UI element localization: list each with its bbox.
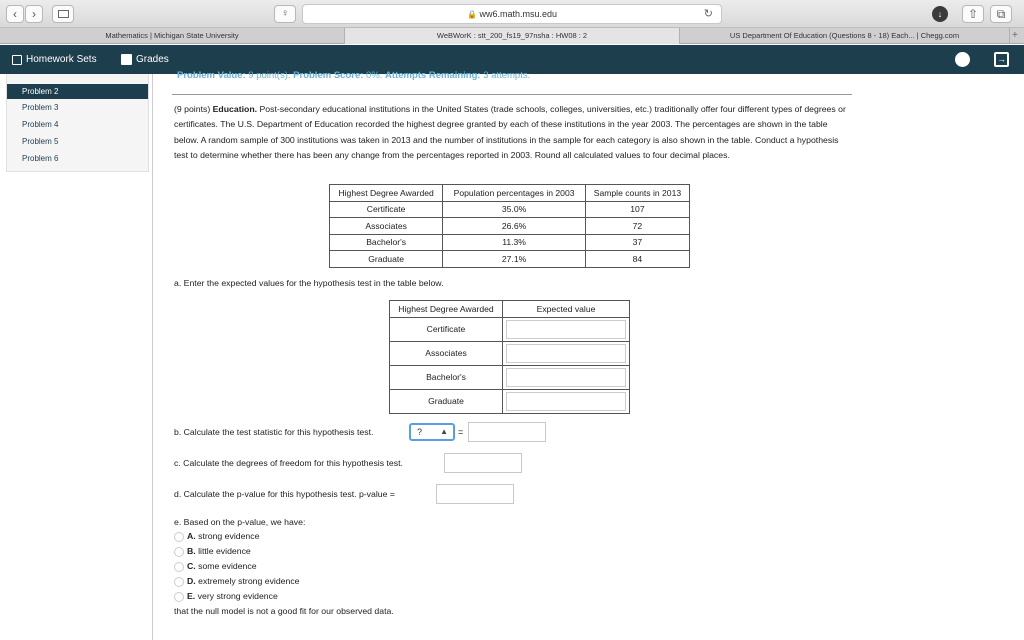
expected-graduate-input[interactable]	[506, 392, 626, 411]
url-text: ww6.math.msu.edu	[479, 9, 558, 19]
browser-toolbar	[0, 0, 1024, 28]
sidebar-item-problem-1[interactable]: Problem 1	[22, 66, 59, 75]
extension-button[interactable]: ♀	[274, 5, 296, 23]
table-cell: Bachelor's	[330, 234, 443, 251]
separator	[172, 94, 852, 95]
table-row	[330, 234, 690, 251]
table-row	[390, 365, 630, 389]
table-header: Expected value	[503, 301, 630, 318]
table-cell: Certificate	[330, 201, 443, 218]
table-header: Population percentages in 2003	[443, 185, 586, 202]
new-tab-button[interactable]: +	[1012, 30, 1018, 41]
table-cell: 37	[585, 234, 689, 251]
table-header: Highest Degree Awarded	[330, 185, 443, 202]
tab-chegg[interactable]: US Department Of Education (Questions 8 - 18) Each... | Chegg.com	[680, 28, 1010, 44]
table-header: Sample counts in 2013	[585, 185, 689, 202]
table-cell: Graduate	[390, 389, 503, 413]
table-cell	[503, 317, 630, 341]
option-d[interactable]: D. extremely strong evidence	[174, 574, 300, 588]
table-row	[330, 218, 690, 235]
table-row	[390, 317, 630, 341]
expected-values-table	[389, 300, 630, 414]
problem-score-line: Problem Value: 9 point(s). Problem Score: 0%. Attempts Remaining: 3 attempts.	[177, 70, 531, 81]
tab-msu[interactable]: Mathematics | Michigan State University	[0, 28, 345, 44]
sidebar-item-problem-6[interactable]: Problem 6	[22, 154, 59, 163]
downloads-button[interactable]: ↓	[932, 6, 948, 22]
p-value-input[interactable]	[436, 484, 514, 504]
part-b-text: b. Calculate the test statistic for this hypothesis test.	[174, 427, 374, 437]
part-d-text: d. Calculate the p-value for this hypothesis test. p-value =	[174, 489, 395, 499]
part-a-text: a. Enter the expected values for the hypothesis test in the table below.	[174, 278, 444, 288]
part-e-text: e. Based on the p-value, we have:	[174, 517, 306, 527]
address-bar[interactable]	[302, 4, 722, 24]
table-cell: 11.3%	[443, 234, 586, 251]
table-cell: 72	[585, 218, 689, 235]
table-row	[390, 341, 630, 365]
data-table	[329, 184, 690, 268]
radio-button[interactable]	[174, 577, 184, 587]
problem-sidebar	[6, 66, 149, 172]
table-cell: Associates	[330, 218, 443, 235]
table-cell: 26.6%	[443, 218, 586, 235]
table-row	[390, 389, 630, 413]
radio-button[interactable]	[174, 562, 184, 572]
chart-icon	[121, 54, 132, 65]
table-cell: Bachelor's	[390, 365, 503, 389]
table-cell: Certificate	[390, 317, 503, 341]
sidebar-toggle-button[interactable]	[52, 5, 74, 23]
grades-label: Grades	[136, 54, 169, 65]
tab-bar	[0, 28, 1024, 44]
logout-icon[interactable]: →	[994, 52, 1009, 67]
sidebar-item-problem-2[interactable]: Problem 2	[7, 84, 148, 99]
table-cell: 35.0%	[443, 201, 586, 218]
expected-associates-input[interactable]	[506, 344, 626, 363]
user-icon[interactable]	[955, 52, 970, 67]
table-header-row	[330, 185, 690, 202]
option-b[interactable]: B. little evidence	[174, 544, 251, 558]
table-cell	[503, 365, 630, 389]
radio-button[interactable]	[174, 532, 184, 542]
table-row	[330, 201, 690, 218]
sidebar-item-problem-4[interactable]: Problem 4	[22, 120, 59, 129]
select-value: ?	[417, 427, 423, 437]
expected-bachelors-input[interactable]	[506, 368, 626, 387]
part-e-tail: that the null model is not a good fit for our observed data.	[174, 606, 394, 616]
homework-sets-label: Homework Sets	[26, 54, 97, 65]
sidebar-item-problem-5[interactable]: Problem 5	[22, 137, 59, 146]
tab-webwork[interactable]: WeBWorK : stt_200_fs19_97nsha : HW08 : 2	[345, 28, 680, 44]
table-header: Highest Degree Awarded	[390, 301, 503, 318]
option-a[interactable]: A. strong evidence	[174, 529, 259, 543]
part-c-text: c. Calculate the degrees of freedom for this hypothesis test.	[174, 458, 403, 468]
expected-certificate-input[interactable]	[506, 320, 626, 339]
list-icon	[12, 55, 22, 65]
table-row	[330, 251, 690, 268]
lock-icon: 🔒	[466, 10, 477, 19]
problem-statement: (9 points) Education. Post-secondary educational institutions in the United States (trade schools, colleges, universities, etc.) traditionally offer four different types of degrees or certificates. The U.S. Department of Education recorded the highest degree granted by each of these institutions in the year 2003. The percentages are shown in the table below. A random sample of 300 institutions was taken in 2013 and the number of institutions in the sample for each category is also shown in the table. Conduct a hypothesis test to determine whether there has been any change from the percentages reported in 2003. Round all calculated values to four decimal places.	[174, 104, 846, 160]
table-cell: 27.1%	[443, 251, 586, 268]
table-cell	[503, 341, 630, 365]
tabs-overview-button[interactable]: ⧉	[990, 5, 1012, 23]
sidebar-item-problem-3[interactable]: Problem 3	[22, 103, 59, 112]
table-cell: 107	[585, 201, 689, 218]
degrees-of-freedom-input[interactable]	[444, 453, 522, 473]
content-divider	[152, 74, 153, 640]
sidebar-icon	[58, 10, 69, 18]
table-cell: Graduate	[330, 251, 443, 268]
test-statistic-select[interactable]	[409, 423, 455, 441]
option-e[interactable]: E. very strong evidence	[174, 589, 278, 603]
radio-button[interactable]	[174, 592, 184, 602]
table-cell: 84	[585, 251, 689, 268]
updown-arrows-icon: ▲	[440, 427, 448, 436]
back-button[interactable]: ‹	[6, 5, 24, 23]
table-cell	[503, 389, 630, 413]
share-button[interactable]: ⇧	[962, 5, 984, 23]
forward-button[interactable]: ›	[25, 5, 43, 23]
test-statistic-input[interactable]	[468, 422, 546, 442]
table-header-row	[390, 301, 630, 318]
equals-sign: =	[458, 427, 464, 437]
radio-button[interactable]	[174, 547, 184, 557]
option-c[interactable]: C. some evidence	[174, 559, 257, 573]
reload-icon[interactable]: ↻	[703, 8, 713, 20]
table-cell: Associates	[390, 341, 503, 365]
